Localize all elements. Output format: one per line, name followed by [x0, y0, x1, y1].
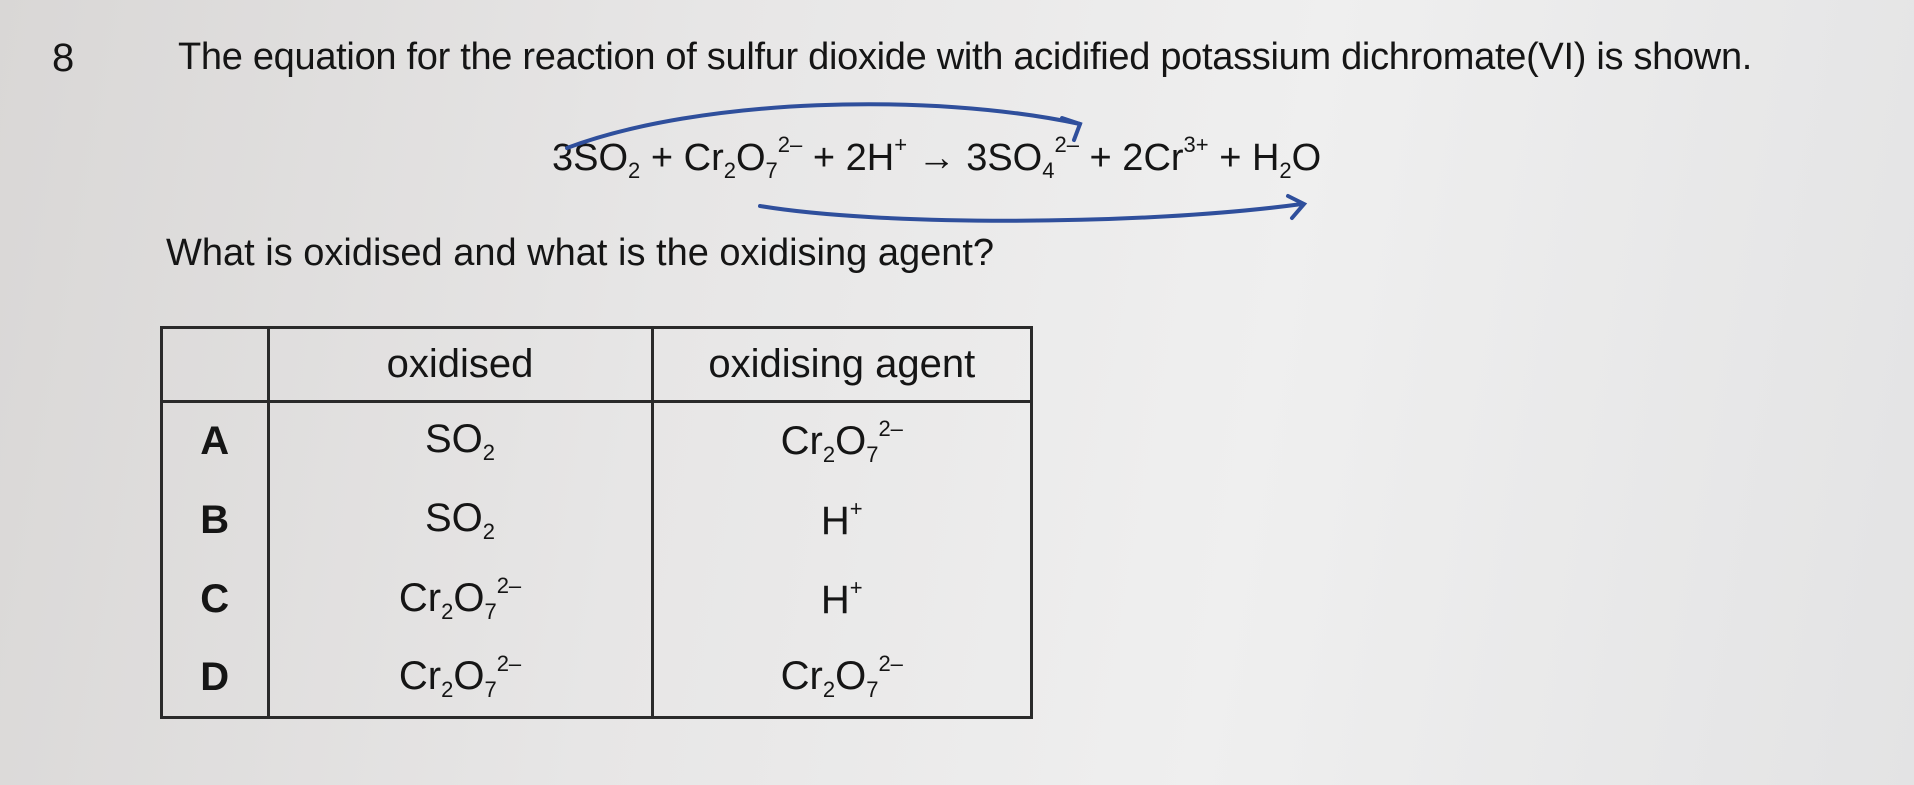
- plus-sign: +: [812, 137, 836, 179]
- reactant-dichromate: $Cr_2O_7^{2-}$: [683, 132, 803, 183]
- product-chromium-ion: $2Cr^{3+}$: [1122, 132, 1209, 179]
- option-letter: D: [162, 639, 269, 718]
- option-letter: B: [162, 481, 269, 560]
- question-prompt: What is oxidised and what is the oxidising agent?: [166, 232, 995, 274]
- agent-cell: H+: [652, 481, 1031, 560]
- reactant-so2: $3SO_2$: [552, 137, 641, 183]
- table-row: [162, 402, 1032, 481]
- table-header-row: [162, 328, 1032, 402]
- header-letter: [162, 328, 269, 402]
- answer-table: [160, 326, 1033, 719]
- chemical-equation: [552, 132, 1321, 184]
- table-row: [162, 560, 1032, 639]
- table-row: [162, 481, 1032, 560]
- agent-cell: H+: [652, 560, 1031, 639]
- agent-cell: $Cr_2O_7^{2-}$: [652, 639, 1031, 718]
- oxidised-cell: $Cr_2O_7^{2-}$: [268, 639, 652, 718]
- oxidised-cell: $Cr_2O_7^{2-}$: [268, 560, 652, 639]
- agent-cell: $Cr_2O_7^{2-}$: [652, 402, 1031, 481]
- product-water: $H_2O$: [1251, 137, 1322, 183]
- header-oxidised: oxidised: [268, 328, 652, 402]
- question-number: 8: [52, 36, 75, 80]
- plus-sign: +: [1089, 137, 1112, 179]
- handwritten-arrowhead-bottom: [1288, 196, 1304, 218]
- option-letter: A: [162, 402, 269, 481]
- oxidised-cell: $SO_2$: [268, 481, 652, 560]
- reactant-hydrogen-ion: 2H+: [845, 132, 908, 179]
- option-letter: C: [162, 560, 269, 639]
- reaction-arrow: →: [917, 137, 956, 179]
- oxidised-cell: $SO_2$: [268, 402, 652, 481]
- product-sulfate: $3SO_4^{2-}$: [966, 132, 1079, 183]
- question-stem: The equation for the reaction of sulfur dioxide with acidified potassium dichromate(VI) is shown.: [178, 36, 1753, 78]
- plus-sign: +: [1219, 137, 1242, 179]
- plus-sign: +: [650, 137, 674, 179]
- table-row: [162, 639, 1032, 718]
- header-oxidising-agent: oxidising agent: [652, 328, 1031, 402]
- handwritten-arc-bottom: [760, 204, 1302, 221]
